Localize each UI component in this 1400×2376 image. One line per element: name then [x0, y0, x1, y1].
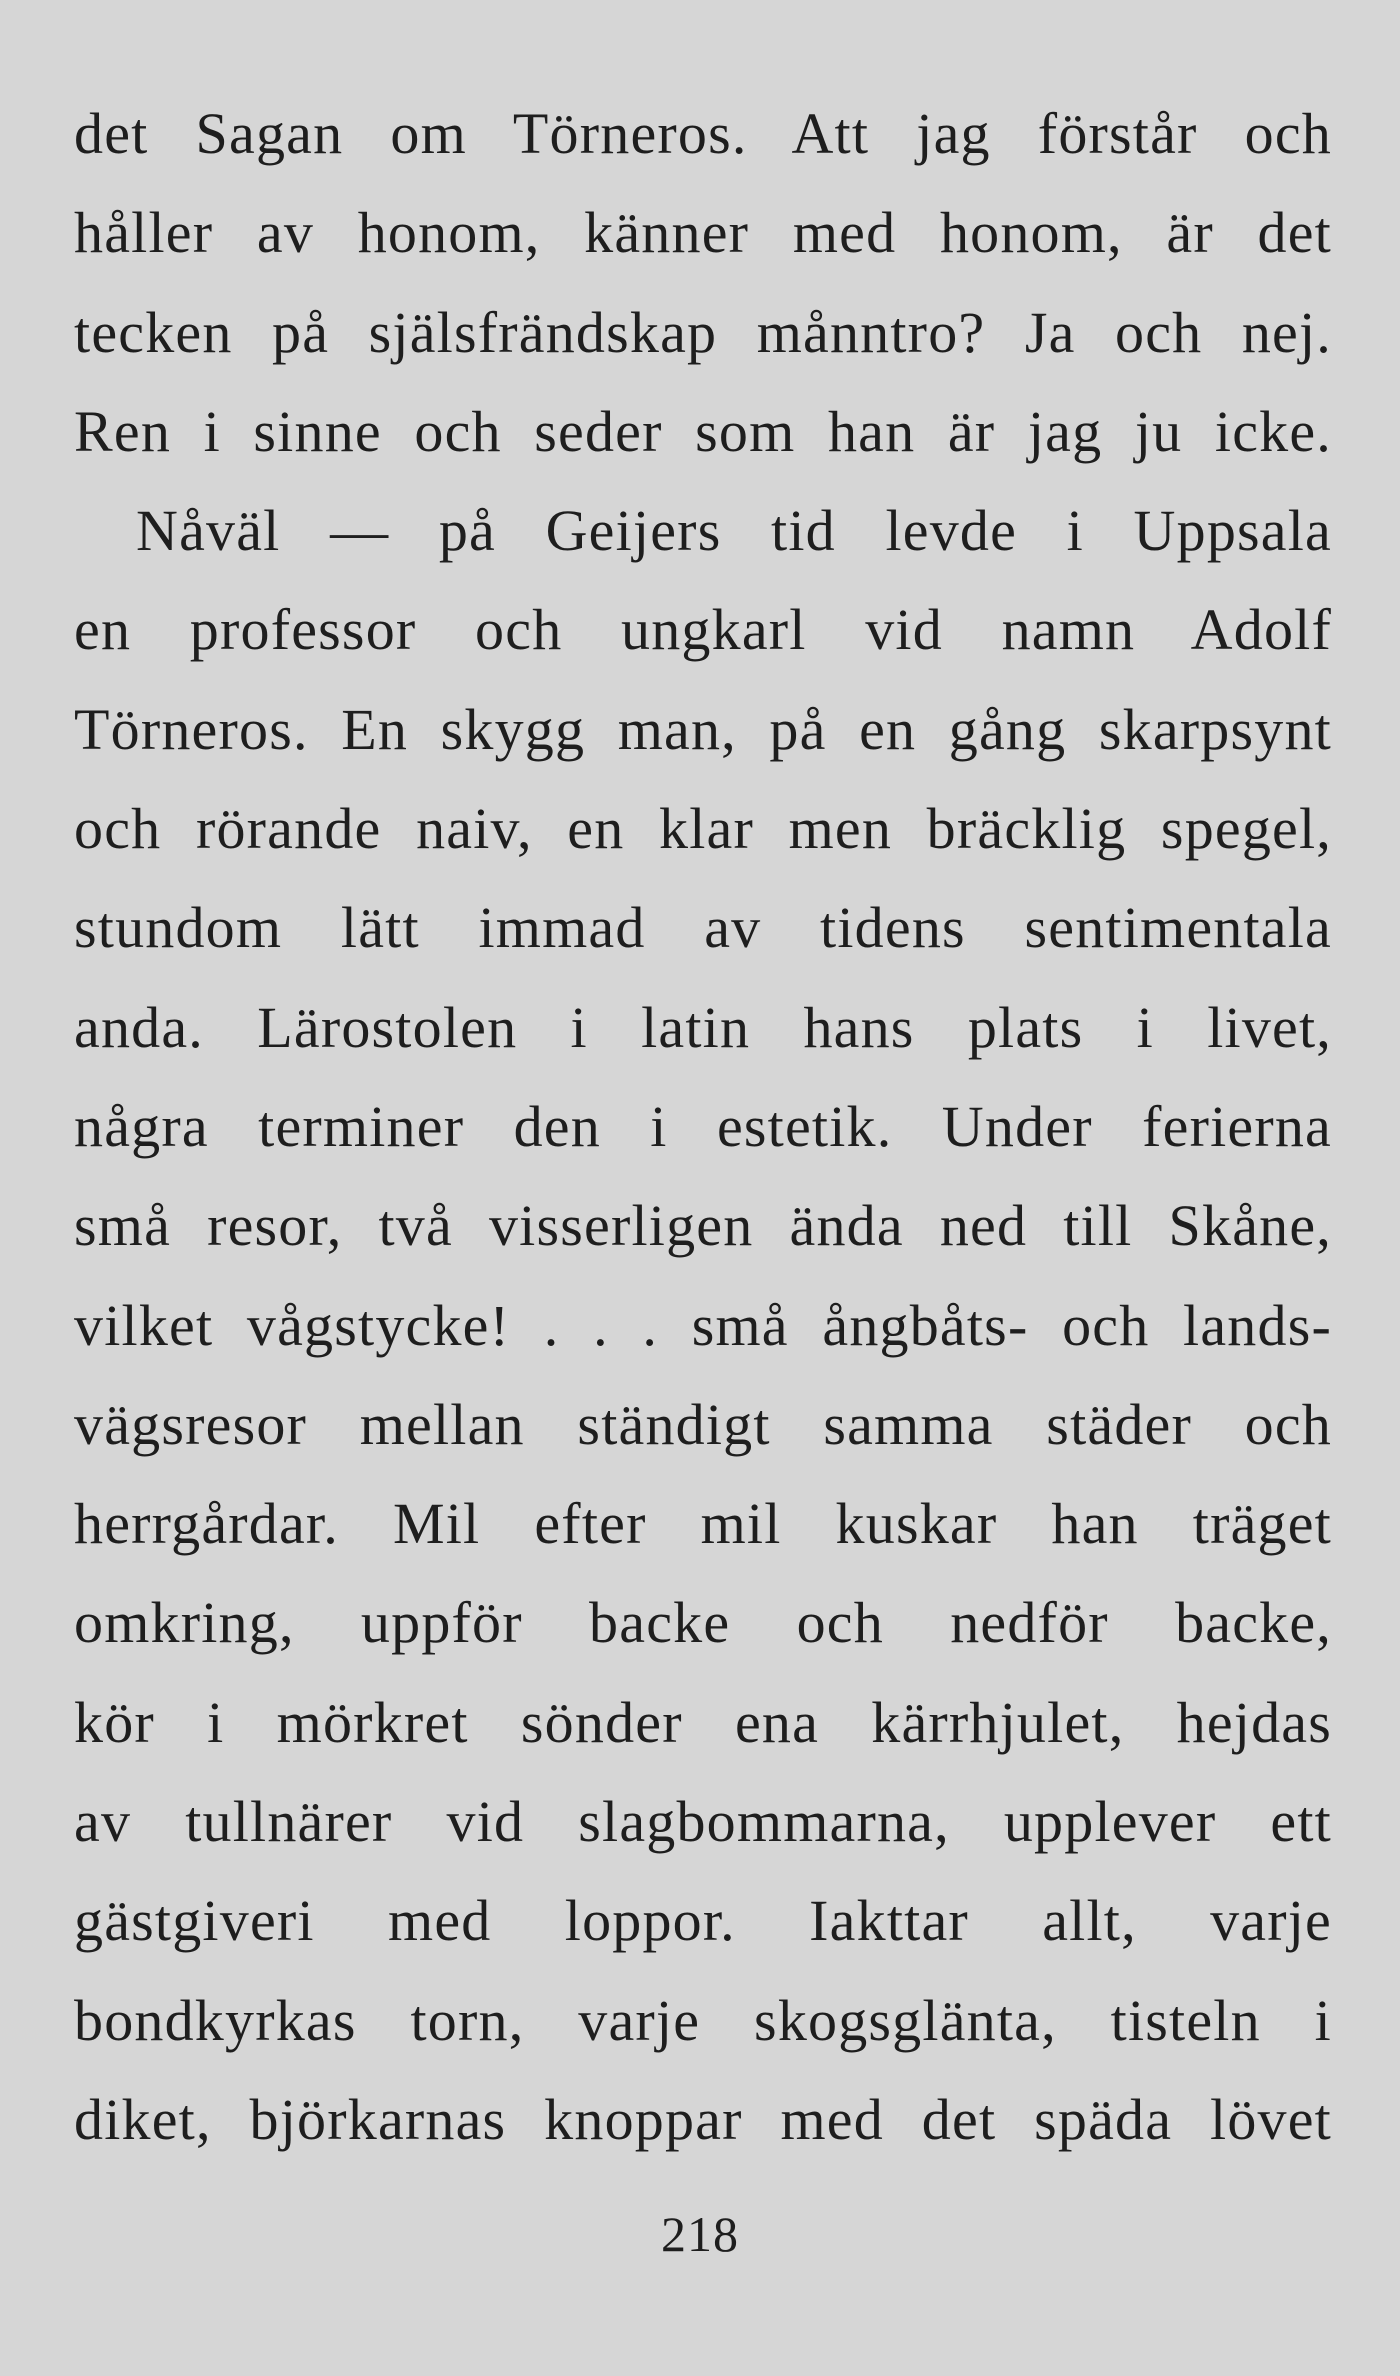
text-line: stundom lätt immad av tidens sentimentala	[74, 895, 1332, 961]
text-line: vilket vågstycke! . . . små ångbåts- och lands-	[74, 1292, 1332, 1358]
page-number: 218	[661, 2206, 739, 2262]
text-line: gästgiveri med loppor. Iakttar allt, varje	[74, 1888, 1332, 1954]
text-line: kör i mörkret sönder ena kärrhjulet, hejdas	[74, 1689, 1332, 1755]
text-line: små resor, två visserligen ända ned till Skåne,	[74, 1193, 1332, 1259]
text-line-paragraph-start: Nåväl — på Geijers tid levde i Uppsala	[136, 498, 1332, 564]
text-line: det Sagan om Törneros. Att jag förstår och	[74, 101, 1332, 166]
text-line: Ren i sinne och seder som han är jag ju icke.	[74, 398, 1332, 464]
text-line: Törneros. En skygg man, på en gång skarpsynt	[74, 696, 1332, 762]
text-line: vägsresor mellan ständigt samma städer och	[74, 1391, 1332, 1457]
text-line: omkring, uppför backe och nedför backe,	[74, 1590, 1332, 1656]
body-text	[74, 84, 1332, 2169]
text-line: bondkyrkas torn, varje skogsglänta, tisteln i	[74, 1987, 1332, 2053]
text-line: och rörande naiv, en klar men bräcklig spegel,	[74, 796, 1332, 862]
text-line: anda. Lärostolen i latin hans plats i livet,	[74, 994, 1332, 1060]
text-line: en professor och ungkarl vid namn Adolf	[74, 597, 1332, 663]
text-line: håller av honom, känner med honom, är det	[74, 200, 1332, 266]
text-line: diket, björkarnas knoppar med det späda lövet	[74, 2086, 1332, 2152]
text-line: av tullnärer vid slagbommarna, upplever ett	[74, 1789, 1332, 1855]
text-line: herrgårdar. Mil efter mil kuskar han träget	[74, 1491, 1332, 1557]
text-line: några terminer den i estetik. Under ferierna	[74, 1093, 1332, 1159]
text-line: tecken på själsfrändskap månntro? Ja och nej.	[74, 299, 1332, 365]
